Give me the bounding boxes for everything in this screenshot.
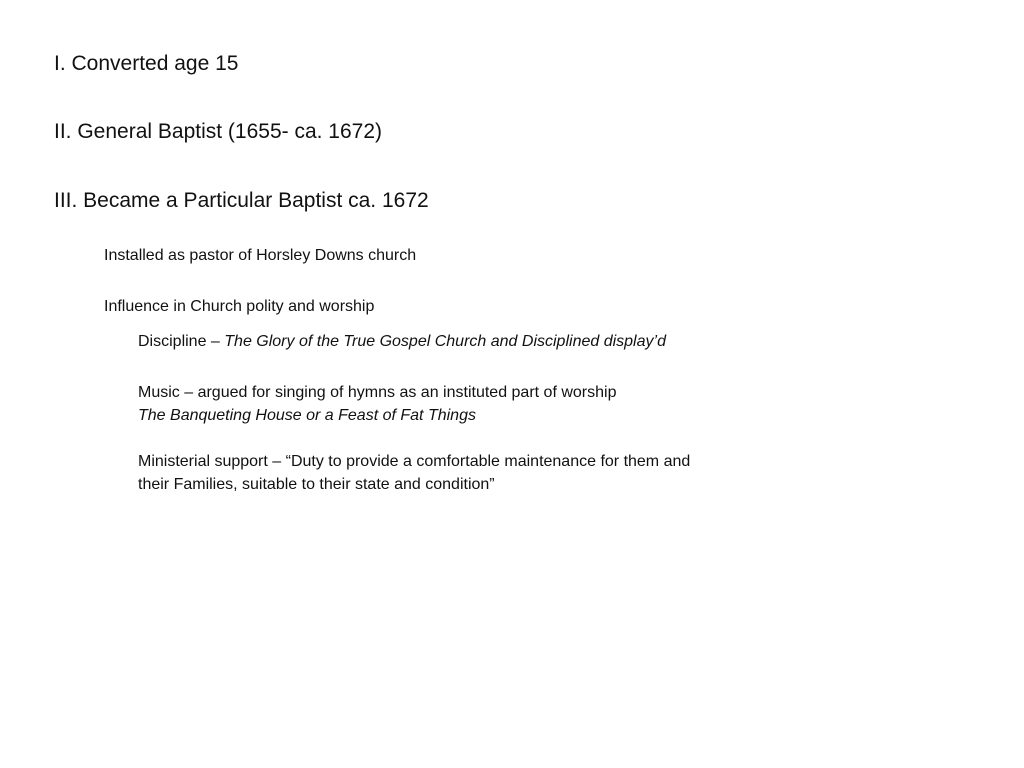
- detail-ministerial-line1: Ministerial support – “Duty to provide a comfortable maintenance for them and: [138, 453, 691, 470]
- detail-discipline: [138, 332, 666, 351]
- sub-item-influence: Influence in Church polity and worship: [104, 298, 375, 315]
- sub-item-pastor: Installed as pastor of Horsley Downs church: [104, 247, 417, 264]
- discipline-title: The Glory of the True Gospel Church and Disciplined display’d: [224, 333, 666, 350]
- outline-item-3: III. Became a Particular Baptist ca. 1672: [54, 189, 429, 212]
- detail-ministerial-line2: their Families, suitable to their state and condition”: [138, 476, 495, 493]
- outline-item-1: I. Converted age 15: [54, 52, 239, 75]
- outline-item-2: II. General Baptist (1655- ca. 1672): [54, 120, 383, 143]
- detail-music-title: The Banqueting House or a Feast of Fat Things: [138, 407, 476, 424]
- discipline-prefix: Discipline –: [138, 333, 225, 350]
- detail-music: Music – argued for singing of hymns as an instituted part of worship: [138, 384, 617, 401]
